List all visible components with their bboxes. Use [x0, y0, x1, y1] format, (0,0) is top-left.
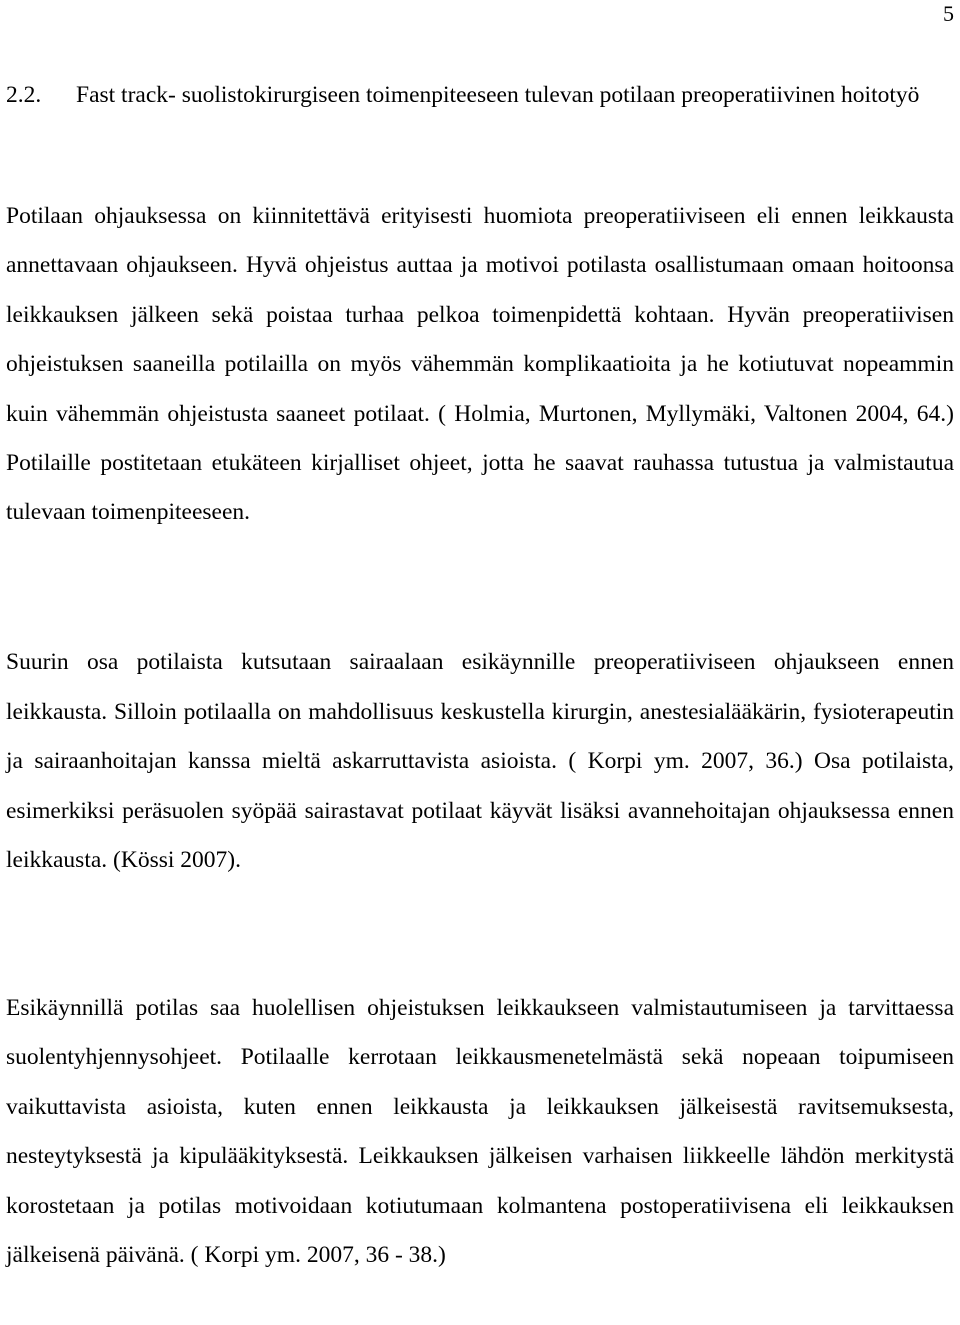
paragraph: Suurin osa potilaista kutsutaan sairaalaan esikäynnille preoperatiiviseen ohjaukseen ennen leikkausta. Silloin potilaalla on mahdollisuus keskustella kirurgin, anestesialääkärin, fysioterapeutin ja sairaanhoitajan kanssa mieltä askarruttavista asioista. ( Korpi ym. 2007, 36.) Osa potilaista, esimerkiksi peräsuolen syöpää sairastavat potilaat käyvät lisäksi avannehoitajan ohjauksessa ennen leikkausta. (Kössi 2007). [6, 649, 954, 874]
section-title: Fast track- suolistokirurgiseen toimenpiteeseen tulevan potilaan preoperatiivinen hoitotyö [76, 82, 920, 108]
page-number: 5 [943, 1, 954, 26]
section-number: 2.2. [6, 82, 42, 108]
paragraph: Potilaan ohjauksessa on kiinnitettävä erityisesti huomiota preoperatiiviseen eli ennen leikkausta annettavaan ohjaukseen. Hyvä ohjeistus auttaa ja motivoi potilasta osallistumaan omaan hoitoonsa leikkauksen jälkeen sekä poistaa turhaa pelkoa toimenpidettä kohtaan. Hyvän preoperatiivisen ohjeistuksen saaneilla potilailla on myös vähemmän komplikaatioita ja he kotiutuvat nopeammin kuin vähemmän ohjeistusta saaneet potilaat. ( Holmia, Murtonen, Myllymäki, Valtonen 2004, 64.) Potilaille postitetaan etukäteen kirjalliset ohjeet, jotta he saavat rauhassa tutustua ja valmistautua tulevaan toimenpiteeseen. [6, 203, 954, 526]
paragraph: Esikäynnillä potilas saa huolellisen ohjeistuksen leikkaukseen valmistautumiseen ja tarvittaessa suolentyhjennysohjeet. Potilaalle kerrotaan leikkausmenetelmästä sekä nopeaan toipumiseen vaikuttavista asioista, kuten ennen leikkausta ja leikkauksen jälkeisestä ravitsemuksesta, nesteytyksestä ja kipulääkityksestä. Leikkauksen jälkeisen varhaisen liikkeelle lähdön merkitystä korostetaan ja potilas motivoidaan kotiutumaan kolmantena postoperatiivisena eli leikkauksen jälkeisenä päivänä. ( Korpi ym. 2007, 36 - 38.) [6, 995, 954, 1269]
section-heading [6, 76, 952, 115]
